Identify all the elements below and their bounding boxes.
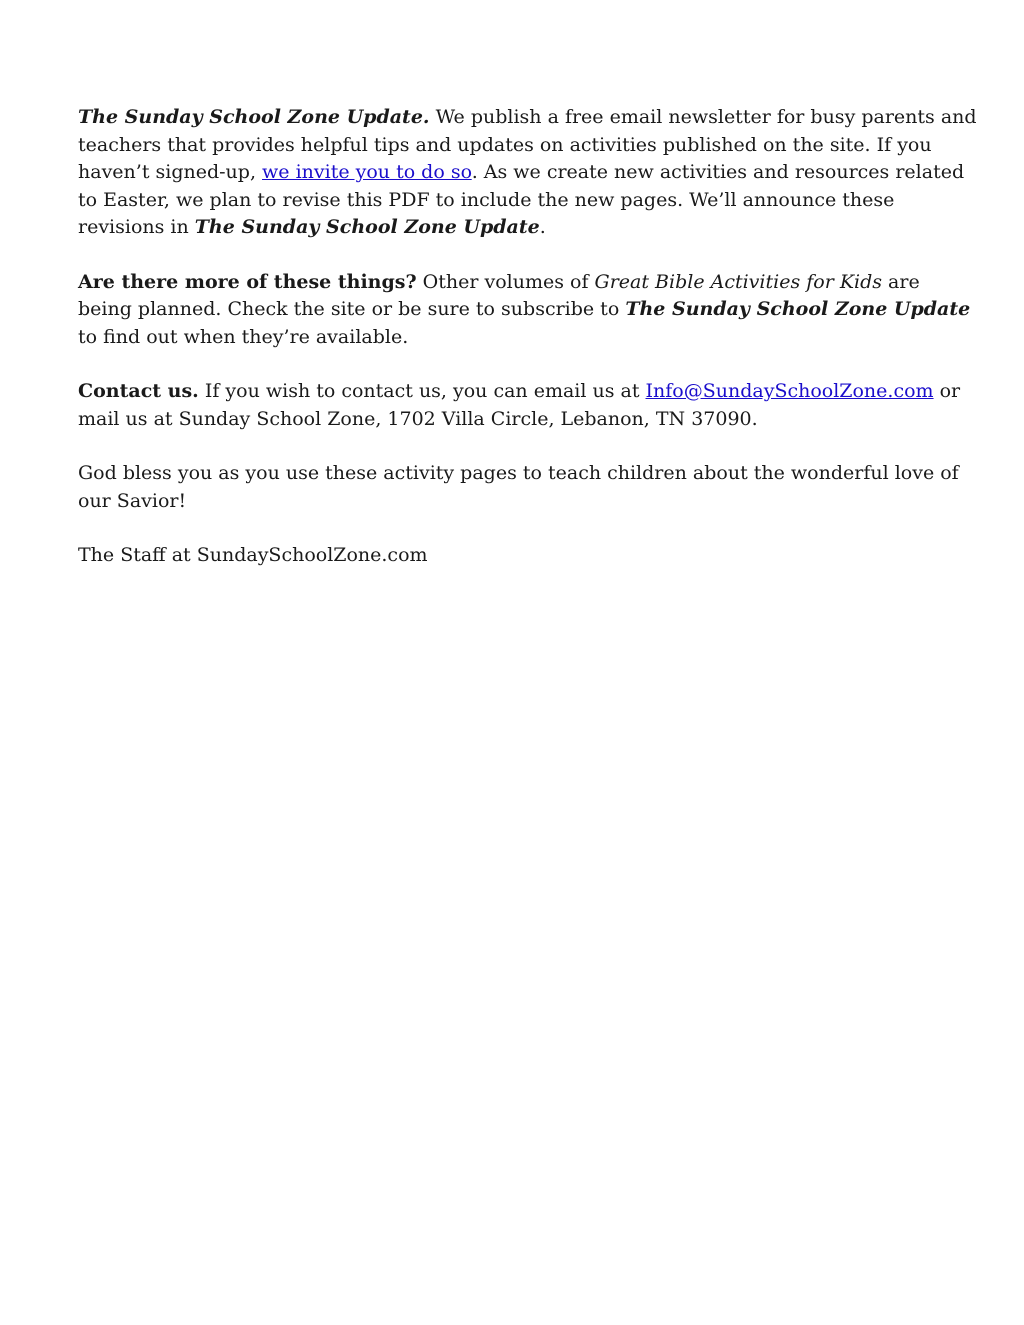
book-title: Great Bible Activities for Kids xyxy=(594,270,883,293)
newsletter-heading: The Sunday School Zone Update. xyxy=(78,106,430,128)
volumes-text-2: are being planned. Check the site or be sure to subscribe to xyxy=(78,270,920,320)
contact-text-1: If you wish to contact us, you can email us at xyxy=(198,380,646,402)
document-page xyxy=(78,104,978,597)
email-link[interactable]: Info@SundaySchoolZone.com xyxy=(645,380,934,402)
signup-link[interactable]: we invite you to do so xyxy=(262,161,472,183)
volumes-text-3: to find out when they’re available. xyxy=(78,325,409,348)
volumes-newsletter-title: The Sunday School Zone Update xyxy=(625,298,971,320)
volumes-text-1: Other volumes of xyxy=(416,270,595,293)
newsletter-text-2: . As we create new activities and resources related to Easter, we plan to revise this PDF to include the new pages. We’ll announce these revisions in xyxy=(78,161,965,238)
newsletter-paragraph xyxy=(78,104,978,242)
volumes-heading: Are there more of these things? xyxy=(78,270,417,293)
contact-heading: Contact us. xyxy=(78,380,199,402)
contact-text-2: or mail us at Sunday School Zone, 1702 Villa Circle, Lebanon, TN 37090. xyxy=(78,380,961,430)
newsletter-text-1: We publish a free email newsletter for busy parents and teachers that provides helpful tips and updates on activities published on the site. If you haven’t signed-up, xyxy=(78,106,977,183)
signature-line: The Staff at SundaySchoolZone.com xyxy=(78,544,428,566)
newsletter-title: The Sunday School Zone Update xyxy=(194,216,540,238)
blessing-paragraph: God bless you as you use these activity pages to teach children about the wonderful love of our Savior! xyxy=(78,462,959,512)
volumes-paragraph xyxy=(78,269,978,352)
newsletter-text-3: . xyxy=(539,216,546,238)
contact-paragraph xyxy=(78,378,978,433)
